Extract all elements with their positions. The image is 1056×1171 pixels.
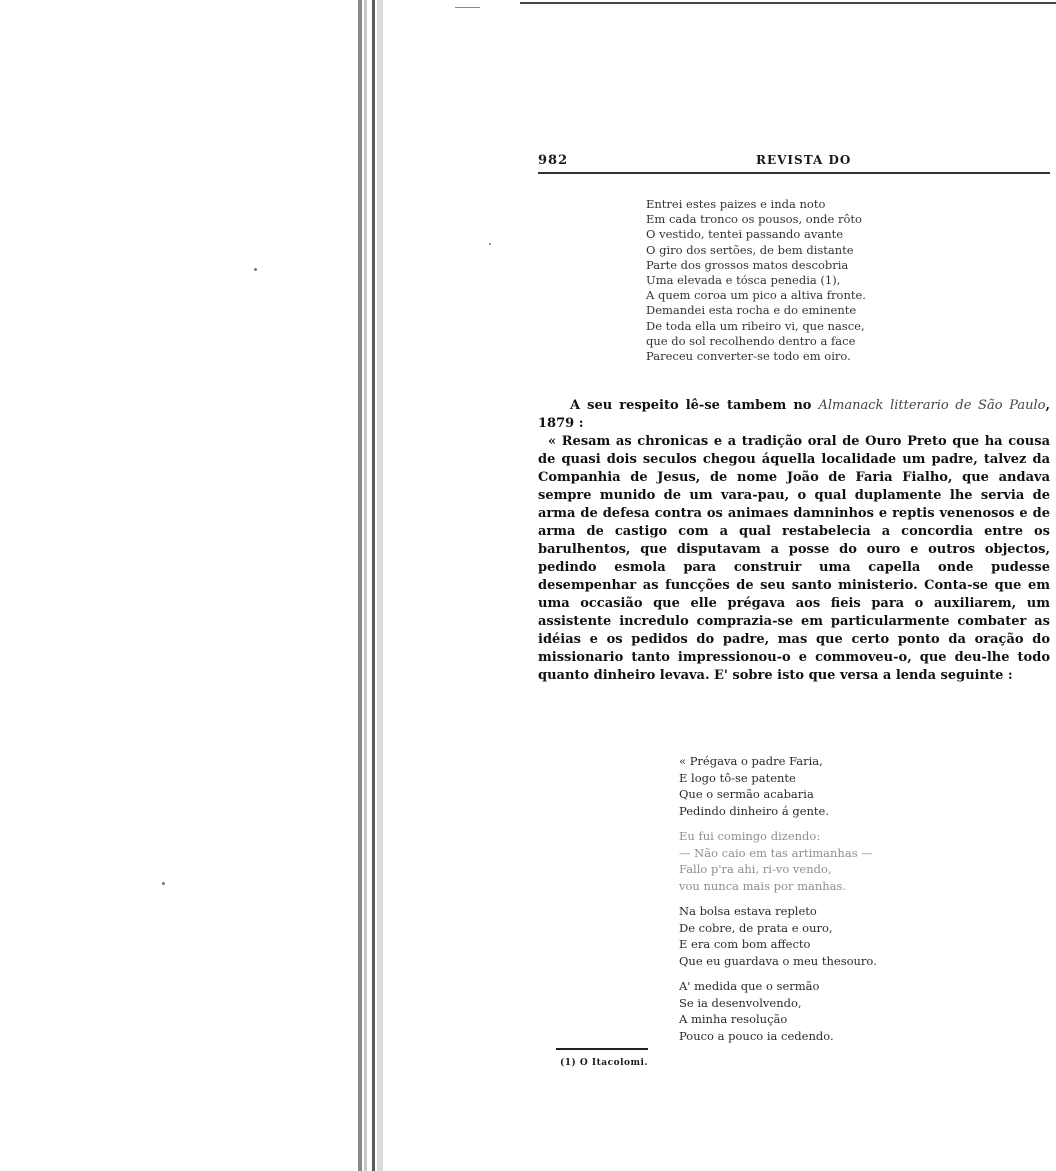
intro-paragraph <box>538 397 1050 433</box>
verse-line: Parte dos grossos matos descobria <box>646 257 849 272</box>
verse-line: Que o sermão acabaria <box>679 787 814 801</box>
verse-line: — Não caio em tas artimanhas — <box>679 845 873 860</box>
verse-line: vou nunca mais por manhas. <box>679 878 847 893</box>
verse-line: A' medida que o sermão <box>679 979 820 993</box>
verse-line: Em cada tronco os pousos, onde rôto <box>646 212 862 227</box>
book-page <box>538 150 1050 1068</box>
verse-line: A quem coroa um pico a altiva fronte. <box>646 288 866 303</box>
poem-excerpt <box>646 197 866 364</box>
stanza <box>679 753 877 819</box>
source-title: Almanack litterario de São Paulo <box>818 398 1046 413</box>
verse-line: Pedindo dinheiro á gente. <box>679 803 829 818</box>
verse-line: Pareceu converter-se todo em oiro. <box>646 349 851 364</box>
running-head: REVISTA DO <box>756 153 852 167</box>
scan-speck <box>162 882 165 885</box>
verse-line: De toda ella um ribeiro vi, que nasce, <box>646 318 865 333</box>
verse-line: Na bolsa estava repleto <box>679 904 817 918</box>
verse-line: Se ia desenvolvendo, <box>679 995 802 1010</box>
scan-speck <box>254 268 257 271</box>
verse-line: « Prégava o padre Faria, <box>679 754 823 768</box>
binding-shadow <box>377 0 383 1171</box>
verse-line: Demandei esta rocha e do eminente <box>646 303 857 318</box>
verse-line: que do sol recolhendo dentro a face <box>646 333 856 348</box>
stanza <box>679 978 877 1044</box>
verse-line: E logo tô-se patente <box>679 770 796 785</box>
verse-line: E era com bom affecto <box>679 937 811 951</box>
verse-line: Fallo p'ra ahi, ri-vo vendo, <box>679 862 832 876</box>
verse-line: Uma elevada e tósca penedia (1), <box>646 273 841 288</box>
page-edge-rule <box>455 7 480 8</box>
footnote: (1) O Itacolomi. <box>560 1058 649 1068</box>
verse-line: Eu fui comingo dizendo: <box>679 829 821 843</box>
page-number: 982 <box>538 153 569 168</box>
binding-shadow <box>372 0 375 1171</box>
intro-end: , 1879 : <box>538 398 1050 431</box>
verse-line: O vestido, tentei passando avante <box>646 227 844 242</box>
verse-line: A minha resolução <box>679 1012 788 1026</box>
stanza <box>679 828 877 894</box>
intro-start: A seu respeito lê-se tambem no <box>570 398 819 413</box>
prose-body <box>538 397 1050 685</box>
quote-paragraph: « Resam as chronicas e a tradição oral de Ouro Preto que ha cousa de quasi dois seculos chegou áquella localidade um padre, talvez da Companhia de Jesus, de nome João de Faria Fialho, que andava sempre munido de um vara-pau, o qual duplamente lhe servia de arma de defesa contra os animaes damninhos e reptis venenosos e de arma de castigo com a qual restabelecia a concordia entre os barulhentos, que disputavam a posse do ouro e outros objectos, pedindo esmola para construir uma capella onde pudesse desempenhar as funcções de seu santo ministerio. Conta-se que em uma occasião que elle prégava aos fieis para o auxiliarem, um assistente incredulo comprazia-se em particularmente combater as idéias e os pedidos do padre, mas que certo ponto da oração do missionario tanto impressionou-o e commoveu-o, que deu-lhe todo quanto dinheiro levava. E' sobre isto que versa a lenda seguinte : <box>538 434 1050 683</box>
legend-poem <box>679 753 877 1053</box>
page-edge-rule <box>520 2 1056 4</box>
verse-line: De cobre, de prata e ouro, <box>679 920 833 935</box>
footnote-divider <box>556 1048 648 1050</box>
binding-shadow <box>364 0 367 1171</box>
verse-line: Pouco a pouco ia cedendo. <box>679 1028 834 1043</box>
stanza <box>679 903 877 969</box>
binding-shadow <box>358 0 362 1171</box>
verse-line: Entrei estes paizes e inda noto <box>646 197 826 211</box>
verse-line: O giro dos sertões, de bem distante <box>646 242 854 257</box>
scan-speck <box>489 243 491 245</box>
verse-line: Que eu guardava o meu thesouro. <box>679 953 877 968</box>
page-header <box>538 150 1050 174</box>
